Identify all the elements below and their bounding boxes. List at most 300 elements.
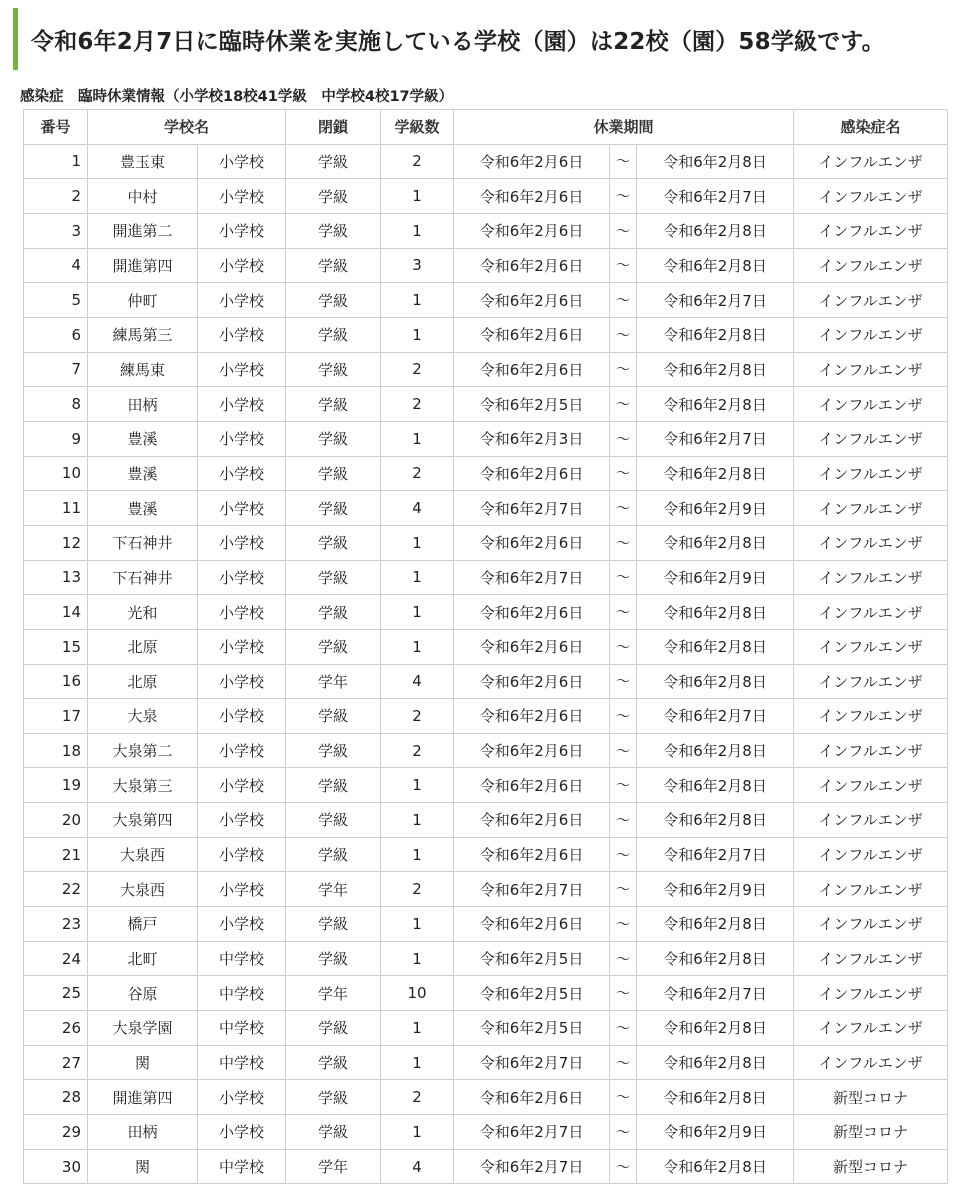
period-separator: ～	[610, 837, 637, 872]
disease-name: インフルエンザ	[794, 213, 948, 248]
period-end: 令和6年2月8日	[637, 1149, 794, 1184]
period-end: 令和6年2月9日	[637, 491, 794, 526]
closure-unit: 学級	[286, 248, 381, 283]
period-end: 令和6年2月8日	[637, 664, 794, 699]
row-number: 25	[24, 976, 88, 1011]
period-separator: ～	[610, 768, 637, 803]
school-type: 小学校	[198, 352, 286, 387]
period-separator: ～	[610, 560, 637, 595]
period-separator: ～	[610, 1011, 637, 1046]
period-end: 令和6年2月7日	[637, 699, 794, 734]
period-separator: ～	[610, 595, 637, 630]
header-class-count: 学級数	[381, 110, 454, 145]
closure-unit: 学級	[286, 699, 381, 734]
table-row	[24, 317, 948, 352]
school-name: 北町	[88, 941, 198, 976]
school-name: 光和	[88, 595, 198, 630]
row-number: 19	[24, 768, 88, 803]
period-end: 令和6年2月8日	[637, 595, 794, 630]
period-separator: ～	[610, 456, 637, 491]
period-end: 令和6年2月8日	[637, 907, 794, 942]
class-count: 1	[381, 629, 454, 664]
class-count: 1	[381, 560, 454, 595]
class-count: 4	[381, 491, 454, 526]
class-count: 2	[381, 144, 454, 179]
school-name: 北原	[88, 664, 198, 699]
period-end: 令和6年2月8日	[637, 144, 794, 179]
closure-unit: 学級	[286, 1011, 381, 1046]
table-row	[24, 768, 948, 803]
school-name: 豊溪	[88, 421, 198, 456]
period-end: 令和6年2月9日	[637, 872, 794, 907]
closure-unit: 学級	[286, 941, 381, 976]
class-count: 1	[381, 283, 454, 318]
disease-name: インフルエンザ	[794, 629, 948, 664]
closure-unit: 学級	[286, 421, 381, 456]
closure-unit: 学級	[286, 1045, 381, 1080]
school-name: 田柄	[88, 387, 198, 422]
school-type: 小学校	[198, 387, 286, 422]
class-count: 1	[381, 768, 454, 803]
school-name: 練馬東	[88, 352, 198, 387]
school-name: 大泉西	[88, 872, 198, 907]
table-row	[24, 560, 948, 595]
period-separator: ～	[610, 352, 637, 387]
row-number: 1	[24, 144, 88, 179]
period-end: 令和6年2月8日	[637, 803, 794, 838]
class-count: 4	[381, 664, 454, 699]
school-name: 豊溪	[88, 491, 198, 526]
page-heading-text: 令和6年2月7日に臨時休業を実施している学校（園）は22校（園）58学級です。	[31, 28, 885, 55]
closure-unit: 学級	[286, 283, 381, 318]
period-end: 令和6年2月7日	[637, 283, 794, 318]
period-start: 令和6年2月7日	[454, 1045, 610, 1080]
disease-name: インフルエンザ	[794, 421, 948, 456]
school-type: 小学校	[198, 803, 286, 838]
school-type: 小学校	[198, 456, 286, 491]
closure-unit: 学年	[286, 872, 381, 907]
disease-name: インフルエンザ	[794, 1045, 948, 1080]
school-name: 北原	[88, 629, 198, 664]
header-disease: 感染症名	[794, 110, 948, 145]
row-number: 28	[24, 1080, 88, 1115]
period-separator: ～	[610, 213, 637, 248]
class-count: 1	[381, 837, 454, 872]
disease-name: インフルエンザ	[794, 317, 948, 352]
period-start: 令和6年2月6日	[454, 595, 610, 630]
period-start: 令和6年2月6日	[454, 213, 610, 248]
table-row	[24, 179, 948, 214]
disease-name: インフルエンザ	[794, 872, 948, 907]
table-row	[24, 872, 948, 907]
period-separator: ～	[610, 1045, 637, 1080]
page-heading	[13, 8, 958, 70]
school-type: 小学校	[198, 629, 286, 664]
class-count: 1	[381, 317, 454, 352]
school-type: 小学校	[198, 213, 286, 248]
period-start: 令和6年2月7日	[454, 872, 610, 907]
class-count: 1	[381, 803, 454, 838]
class-count: 1	[381, 525, 454, 560]
class-count: 2	[381, 352, 454, 387]
closure-unit: 学級	[286, 768, 381, 803]
table-row	[24, 595, 948, 630]
period-end: 令和6年2月8日	[637, 387, 794, 422]
table-row	[24, 525, 948, 560]
header-number: 番号	[24, 110, 88, 145]
row-number: 7	[24, 352, 88, 387]
class-count: 2	[381, 387, 454, 422]
school-name: 豊玉東	[88, 144, 198, 179]
closure-unit: 学級	[286, 629, 381, 664]
period-separator: ～	[610, 144, 637, 179]
school-type: 小学校	[198, 421, 286, 456]
disease-name: インフルエンザ	[794, 560, 948, 595]
school-name: 中村	[88, 179, 198, 214]
table-body	[24, 144, 948, 1184]
table-row	[24, 456, 948, 491]
school-name: 下石神井	[88, 560, 198, 595]
period-end: 令和6年2月8日	[637, 525, 794, 560]
closure-unit: 学年	[286, 976, 381, 1011]
row-number: 3	[24, 213, 88, 248]
row-number: 22	[24, 872, 88, 907]
school-type: 小学校	[198, 699, 286, 734]
disease-name: インフルエンザ	[794, 907, 948, 942]
table-row	[24, 1080, 948, 1115]
school-type: 小学校	[198, 560, 286, 595]
school-name: 大泉	[88, 699, 198, 734]
table-row	[24, 283, 948, 318]
disease-name: インフルエンザ	[794, 179, 948, 214]
header-period: 休業期間	[454, 110, 794, 145]
closure-unit: 学級	[286, 491, 381, 526]
period-end: 令和6年2月8日	[637, 213, 794, 248]
period-end: 令和6年2月8日	[637, 1045, 794, 1080]
row-number: 16	[24, 664, 88, 699]
period-separator: ～	[610, 1080, 637, 1115]
class-count: 10	[381, 976, 454, 1011]
disease-name: インフルエンザ	[794, 248, 948, 283]
period-end: 令和6年2月7日	[637, 976, 794, 1011]
period-start: 令和6年2月7日	[454, 1149, 610, 1184]
period-start: 令和6年2月5日	[454, 1011, 610, 1046]
period-separator: ～	[610, 317, 637, 352]
school-type: 小学校	[198, 525, 286, 560]
period-end: 令和6年2月7日	[637, 837, 794, 872]
closure-unit: 学級	[286, 352, 381, 387]
period-separator: ～	[610, 664, 637, 699]
disease-name: インフルエンザ	[794, 976, 948, 1011]
row-number: 24	[24, 941, 88, 976]
period-separator: ～	[610, 907, 637, 942]
school-name: 橋戸	[88, 907, 198, 942]
school-type: 小学校	[198, 664, 286, 699]
school-name: 田柄	[88, 1115, 198, 1150]
school-name: 開進第四	[88, 1080, 198, 1115]
table-row	[24, 144, 948, 179]
period-separator: ～	[610, 629, 637, 664]
disease-name: インフルエンザ	[794, 387, 948, 422]
closure-unit: 学級	[286, 525, 381, 560]
table-row	[24, 387, 948, 422]
table-row	[24, 629, 948, 664]
period-start: 令和6年2月5日	[454, 976, 610, 1011]
period-end: 令和6年2月7日	[637, 179, 794, 214]
table-row	[24, 907, 948, 942]
period-end: 令和6年2月8日	[637, 352, 794, 387]
disease-name: インフルエンザ	[794, 283, 948, 318]
disease-name: インフルエンザ	[794, 525, 948, 560]
period-separator: ～	[610, 976, 637, 1011]
row-number: 10	[24, 456, 88, 491]
period-end: 令和6年2月7日	[637, 421, 794, 456]
period-start: 令和6年2月7日	[454, 1115, 610, 1150]
row-number: 9	[24, 421, 88, 456]
closure-unit: 学年	[286, 1149, 381, 1184]
closure-unit: 学級	[286, 144, 381, 179]
class-count: 2	[381, 733, 454, 768]
row-number: 8	[24, 387, 88, 422]
table-row	[24, 491, 948, 526]
school-type: 小学校	[198, 733, 286, 768]
period-separator: ～	[610, 1115, 637, 1150]
row-number: 30	[24, 1149, 88, 1184]
school-type: 中学校	[198, 941, 286, 976]
row-number: 21	[24, 837, 88, 872]
school-type: 中学校	[198, 1011, 286, 1046]
period-start: 令和6年2月6日	[454, 144, 610, 179]
school-name: 関	[88, 1149, 198, 1184]
school-type: 中学校	[198, 976, 286, 1011]
row-number: 15	[24, 629, 88, 664]
closure-unit: 学級	[286, 1080, 381, 1115]
disease-name: インフルエンザ	[794, 595, 948, 630]
table-row	[24, 248, 948, 283]
period-separator: ～	[610, 179, 637, 214]
school-name: 大泉第四	[88, 803, 198, 838]
period-separator: ～	[610, 491, 637, 526]
period-start: 令和6年2月6日	[454, 629, 610, 664]
table-row	[24, 1011, 948, 1046]
row-number: 6	[24, 317, 88, 352]
school-name: 大泉第二	[88, 733, 198, 768]
period-start: 令和6年2月6日	[454, 768, 610, 803]
period-end: 令和6年2月8日	[637, 1011, 794, 1046]
period-separator: ～	[610, 872, 637, 907]
class-count: 2	[381, 872, 454, 907]
period-start: 令和6年2月6日	[454, 1080, 610, 1115]
period-separator: ～	[610, 803, 637, 838]
class-count: 2	[381, 456, 454, 491]
school-type: 小学校	[198, 1080, 286, 1115]
closure-unit: 学級	[286, 456, 381, 491]
row-number: 23	[24, 907, 88, 942]
period-start: 令和6年2月6日	[454, 907, 610, 942]
period-start: 令和6年2月6日	[454, 317, 610, 352]
class-count: 4	[381, 1149, 454, 1184]
closure-table	[23, 109, 948, 1184]
period-end: 令和6年2月8日	[637, 629, 794, 664]
table-row	[24, 699, 948, 734]
table-row	[24, 1045, 948, 1080]
school-type: 小学校	[198, 179, 286, 214]
row-number: 5	[24, 283, 88, 318]
school-name: 関	[88, 1045, 198, 1080]
period-start: 令和6年2月5日	[454, 941, 610, 976]
table-row	[24, 837, 948, 872]
period-start: 令和6年2月6日	[454, 248, 610, 283]
row-number: 4	[24, 248, 88, 283]
table-caption: 感染症 臨時休業情報（小学校18校41学級 中学校4校17学級）	[20, 89, 454, 105]
period-start: 令和6年2月6日	[454, 837, 610, 872]
table-row	[24, 941, 948, 976]
closure-unit: 学級	[286, 595, 381, 630]
row-number: 18	[24, 733, 88, 768]
period-start: 令和6年2月6日	[454, 179, 610, 214]
school-type: 小学校	[198, 248, 286, 283]
period-start: 令和6年2月6日	[454, 699, 610, 734]
class-count: 1	[381, 213, 454, 248]
table-row	[24, 213, 948, 248]
row-number: 14	[24, 595, 88, 630]
school-name: 開進第二	[88, 213, 198, 248]
period-start: 令和6年2月6日	[454, 283, 610, 318]
school-name: 谷原	[88, 976, 198, 1011]
period-separator: ～	[610, 421, 637, 456]
period-start: 令和6年2月7日	[454, 491, 610, 526]
row-number: 26	[24, 1011, 88, 1046]
period-start: 令和6年2月6日	[454, 803, 610, 838]
row-number: 12	[24, 525, 88, 560]
period-end: 令和6年2月9日	[637, 1115, 794, 1150]
period-start: 令和6年2月6日	[454, 733, 610, 768]
school-type: 小学校	[198, 768, 286, 803]
disease-name: インフルエンザ	[794, 1011, 948, 1046]
period-separator: ～	[610, 699, 637, 734]
closure-unit: 学級	[286, 907, 381, 942]
row-number: 17	[24, 699, 88, 734]
period-end: 令和6年2月8日	[637, 733, 794, 768]
period-separator: ～	[610, 1149, 637, 1184]
closure-unit: 学級	[286, 803, 381, 838]
disease-name: インフルエンザ	[794, 456, 948, 491]
class-count: 1	[381, 421, 454, 456]
class-count: 1	[381, 1011, 454, 1046]
closure-unit: 学級	[286, 837, 381, 872]
period-separator: ～	[610, 248, 637, 283]
period-start: 令和6年2月6日	[454, 456, 610, 491]
table-row	[24, 1115, 948, 1150]
disease-name: インフルエンザ	[794, 491, 948, 526]
disease-name: インフルエンザ	[794, 664, 948, 699]
school-type: 小学校	[198, 144, 286, 179]
closure-unit: 学級	[286, 387, 381, 422]
class-count: 1	[381, 1115, 454, 1150]
school-type: 小学校	[198, 595, 286, 630]
header-closure: 閉鎖	[286, 110, 381, 145]
class-count: 2	[381, 1080, 454, 1115]
period-separator: ～	[610, 387, 637, 422]
disease-name: インフルエンザ	[794, 144, 948, 179]
table-row	[24, 976, 948, 1011]
class-count: 1	[381, 941, 454, 976]
period-start: 令和6年2月3日	[454, 421, 610, 456]
school-name: 下石神井	[88, 525, 198, 560]
row-number: 29	[24, 1115, 88, 1150]
school-name: 開進第四	[88, 248, 198, 283]
closure-unit: 学級	[286, 1115, 381, 1150]
period-end: 令和6年2月8日	[637, 456, 794, 491]
period-separator: ～	[610, 941, 637, 976]
school-type: 小学校	[198, 872, 286, 907]
closure-unit: 学級	[286, 213, 381, 248]
period-end: 令和6年2月9日	[637, 560, 794, 595]
school-name: 大泉西	[88, 837, 198, 872]
period-end: 令和6年2月8日	[637, 317, 794, 352]
period-start: 令和6年2月6日	[454, 352, 610, 387]
school-type: 小学校	[198, 907, 286, 942]
school-name: 豊溪	[88, 456, 198, 491]
school-type: 小学校	[198, 317, 286, 352]
disease-name: 新型コロナ	[794, 1149, 948, 1184]
class-count: 1	[381, 179, 454, 214]
period-separator: ～	[610, 525, 637, 560]
disease-name: 新型コロナ	[794, 1115, 948, 1150]
school-name: 練馬第三	[88, 317, 198, 352]
period-start: 令和6年2月5日	[454, 387, 610, 422]
school-type: 中学校	[198, 1149, 286, 1184]
closure-unit: 学年	[286, 664, 381, 699]
row-number: 13	[24, 560, 88, 595]
disease-name: インフルエンザ	[794, 768, 948, 803]
school-name: 大泉第三	[88, 768, 198, 803]
period-end: 令和6年2月8日	[637, 248, 794, 283]
class-count: 1	[381, 907, 454, 942]
class-count: 1	[381, 595, 454, 630]
row-number: 2	[24, 179, 88, 214]
school-type: 小学校	[198, 1115, 286, 1150]
period-start: 令和6年2月6日	[454, 525, 610, 560]
school-type: 中学校	[198, 1045, 286, 1080]
class-count: 2	[381, 699, 454, 734]
row-number: 11	[24, 491, 88, 526]
period-end: 令和6年2月8日	[637, 1080, 794, 1115]
period-start: 令和6年2月6日	[454, 664, 610, 699]
table-row	[24, 803, 948, 838]
period-end: 令和6年2月8日	[637, 768, 794, 803]
school-name: 仲町	[88, 283, 198, 318]
disease-name: インフルエンザ	[794, 837, 948, 872]
disease-name: 新型コロナ	[794, 1080, 948, 1115]
table-row	[24, 421, 948, 456]
class-count: 3	[381, 248, 454, 283]
row-number: 27	[24, 1045, 88, 1080]
school-type: 小学校	[198, 283, 286, 318]
row-number: 20	[24, 803, 88, 838]
disease-name: インフルエンザ	[794, 733, 948, 768]
table-row	[24, 664, 948, 699]
school-type: 小学校	[198, 837, 286, 872]
class-count: 1	[381, 1045, 454, 1080]
disease-name: インフルエンザ	[794, 803, 948, 838]
period-separator: ～	[610, 733, 637, 768]
period-end: 令和6年2月8日	[637, 941, 794, 976]
disease-name: インフルエンザ	[794, 352, 948, 387]
closure-unit: 学級	[286, 317, 381, 352]
table-header-row	[24, 110, 948, 145]
disease-name: インフルエンザ	[794, 699, 948, 734]
